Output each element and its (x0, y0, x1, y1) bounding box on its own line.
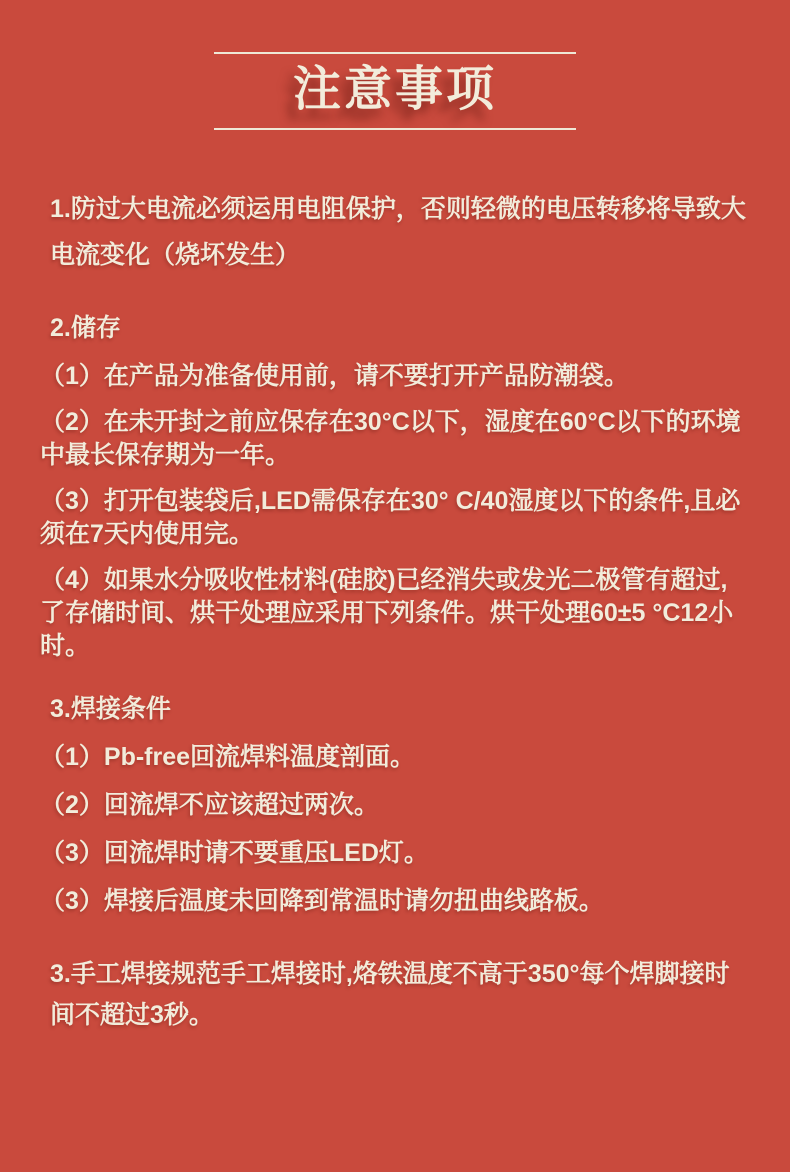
storage-section-heading: 2.储存 (50, 314, 121, 342)
soldering-section-heading: 3.焊接条件 (50, 695, 171, 723)
storage-item-2: （2）在未开封之前应保存在30°C以下，湿度在60°C以下的环境中最长保存期为一年。 (40, 408, 741, 469)
storage-item-4: （4）如果水分吸收性材料(硅胶)已经消失或发光二极管有超过,了存储时间、烘干处理应采用下列条件。烘干处理60±5 °C12小时。 (40, 566, 734, 660)
soldering-item-2: （2）回流焊不应该超过两次。 (40, 791, 379, 819)
storage-item-3: （3）打开包装袋后,LED需保存在30° C/40湿度以下的条件,且必须在7天内使用完。 (40, 487, 741, 548)
soldering-item-3: （3）回流焊时请不要重压LED灯。 (40, 839, 429, 867)
note-overcurrent: 1.防过大电流必须运用电阻保护，否则轻微的电压转移将导致大电流变化（烧坏发生） (50, 195, 746, 269)
page-title: 注意事项 (292, 63, 497, 116)
soldering-item-4: （3）焊接后温度未回降到常温时请勿扭曲线路板。 (40, 887, 604, 915)
hand-soldering-note: 3.手工焊接规范手工焊接时,烙铁温度不高于350°每个焊脚接时间不超过3秒。 (50, 960, 730, 1029)
notes-body (0, 130, 790, 1036)
title-divider-top (214, 52, 576, 54)
storage-item-1: （1）在产品为准备使用前，请不要打开产品防潮袋。 (40, 362, 629, 390)
notice-header (0, 0, 790, 130)
soldering-item-1: （1）Pb-free回流焊料温度剖面。 (40, 743, 416, 771)
